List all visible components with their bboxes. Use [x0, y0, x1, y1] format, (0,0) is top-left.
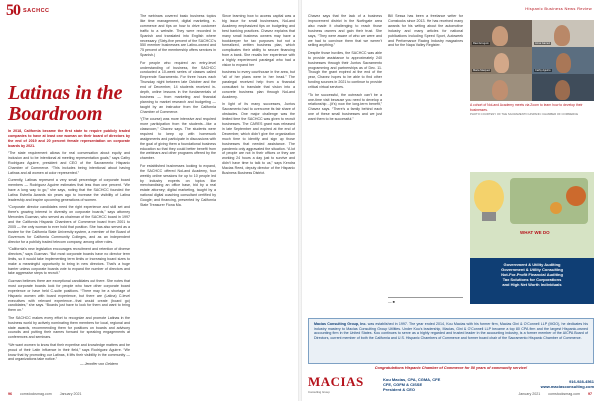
paragraph: “Corporate director candidates need the right experience and skill set and there’s growing interest in diversity on corporate boards,” says attorney Mercedes Guzman, who served as chairman of the SACHCC board in 1997 and the California Hispanic Chambers of Commerce board from 2001 to 2005 — the only woman to ever hold that position. She has also served as a trustee for the California State University system, a member of the Board of Governors for California Community Colleges, and as an independent director for a publicly traded telecom company, among other roles. [8, 205, 130, 244]
page-number: 97 [588, 392, 592, 396]
logo-number: 50 [6, 2, 20, 19]
paragraph: The webinars covered basic business topics like time management, digital marketing, e-commerce and tips on how to drive customer traffic to a website. They were recorded in Spanish and translated into English where necessary. (Sixty-five percent of the SACHCC’s 550 member businesses are Latino-owned and 75 percent of the membership offers services in Spanish.) [140, 14, 216, 58]
sachcc-50-logo [6, 2, 50, 20]
service-item: Government & Utility Consulting [501, 267, 563, 272]
gear-icon [566, 186, 586, 206]
service-item: Not-For-Profit Financial Auditing [501, 272, 563, 277]
paragraph: Currently, Latinas represent a very small percentage of corporate board members — Rodriguez Aguirre estimates that less than one percent. “We have a long way to go,” she says, noting that the SACHCC founded the Latina Estrella Awards six years ago to increase the visibility of Latina leadership and inspire upcoming generations of women. [8, 178, 130, 202]
lead-paragraph: In 2018, California became the first state to require publicly traded companies to have at least one woman on their board of directors by the end of 2019 and 20 percent female representation on corporate boards by 2021. [8, 129, 130, 148]
paragraph: The SACHCC makes every effort to recognize and promote Latinas in the business world by actively nominating them members for local, regional and state awards, recommending them for positions on boards and advisory councils and putting their names forward for speaking engagements at conferences and seminars. [8, 315, 130, 340]
paragraph: Despite those hurdles, the SACHCC was able to provide assistance to approximately 240 businesses through their Juntos Sacramento programming and partnerships as of Dec. 11. Though the grant expired at the end of the year, Chavez hopes to be able to find other funding sources in 2021 to continue to provide critical virtual services. [308, 50, 382, 90]
paragraph: For people who required an entry-level understanding of business, the SACHCC conducted a 10-week series of classes called Emprende Sacramento. For three hours each Thursday night between late October and the end of December, 14 students received in-depth, online lessons in the fundamentals of business — from marketing and financial planning to market research and budgeting — taught by an instructor from the California Chamber of Commerce. [140, 60, 216, 114]
page-number: 96 [8, 392, 12, 396]
photo-credit: PHOTO COURTESY OF THE SACRAMENTO HISPANIC CHAMBER OF COMMERCE [470, 112, 579, 116]
paragraph: “To be successful, the outreach can’t be a one-time visit because you need to develop a relationship…(it’s) now the long-term benefit,” Chavez says. “There’s a family behind each one of these small businesses and we just want them to be successful.” [308, 92, 382, 122]
paragraph: “(The course) was more intensive and required more participation from the students…like a classroom,” Chavez says. The students were required to keep up with homework assignments and participate in discussions with the goal of giving them a foundational business education so that they could better benefit from the webinars and other programs offered by the chamber. [140, 117, 216, 161]
right-column-2 [388, 14, 463, 51]
footer-date: January 2021 [59, 392, 82, 396]
photo-caption: A cohort of NoLand Academy meets via Zoom to learn how to develop their businesses. PHOTO COURTESY OF THE SACRAMENTO HISPANIC CHAMBER OF COMMERCE [470, 103, 594, 117]
services-box [470, 258, 594, 304]
gear-icon [550, 202, 562, 214]
footer-date: January 2021 [518, 392, 541, 396]
logo-brand: SACHCC [23, 8, 50, 14]
banner-text: was established in 1997. The year ended 2014, Kou Macias with his former firm, Macias Gini & O'Connell LLP (MGO), he dedicates his industry mastery to Macias Consulting Group Utilities. Under Kou's leadership, Macias, Gini & O'Connell LLP became a top 80 CPA firm and the largest Hispanic-owned accounting firm in the United States. Kou continues to serve as a highly regarded and trusted leader in the accounting industry, is a former member of the AICPA Board of Directors, current member of both the California and U.S. Hispanic Chambers of Commerce and former board chair of the Sacramento Hispanic Chamber of Commerce. [314, 322, 589, 340]
contact-phone: 916-928-4561 www.maciasconsulting.com [540, 379, 594, 389]
paragraph: business to every courthouse in the area, but “all of her plans were in her head.” The paralegal received help from a financial consultant to translate that vision into a concrete business plan through NoLand Academy. [222, 70, 295, 99]
right-column-1 [308, 14, 382, 125]
article-title: Latinas in the Boardroom [8, 82, 123, 125]
paragraph: “We want women to know that their expertise and knowledge matters and be proud of their Latin influence in their field,” says Rodriguez Aguirre. “We know that by promoting our Latinas, it lifts their visibility in the community — and organizations take notice.” [8, 342, 130, 362]
photo-tag: Maria Marquez [473, 69, 491, 72]
paragraph: “The state requirement allows for real conversation about equity and inclusion and to be intentional at meeting representation goals,” says Cathy Rodriguez Aguirre, president and CEO of the Sacramento Hispanic Chamber of Commerce. “This includes being intentional about having Latinas and all women at color represented.” [8, 151, 130, 175]
footer-left [8, 392, 82, 396]
right-page [300, 0, 600, 401]
service-item: Government & Utility Auditing [503, 262, 561, 267]
paragraph: Since learning how to access capital was a big issue for small businesses, NoLand Academy emphasized tips on budgeting and best banking practices. Chavez explains that many small business owners may have a bookkeeper for tax purposes but not a formalized, written business plan, which complicates their ability to secure financing from a bank. She recalls her experience with a highly experienced paralegal who had a vision to expand her [222, 14, 295, 68]
article-column-2 [140, 14, 216, 210]
macias-description [308, 318, 594, 364]
footer-site[interactable]: comstocksmag.com [548, 392, 580, 396]
paragraph: Bill Sessa has been a freelance writer for Comstocks since 2013. He has received many awards for his writing about the automotive industry and many articles for national publications including Speed Sport, Autoweek and Performance Racing Industry magazines and for the Napa Valley Register. [388, 14, 463, 48]
macias-logo: MACIAS Consulting Group [308, 374, 364, 394]
running-head: Hispanic Business News Review [525, 6, 592, 11]
article-column-1 [8, 129, 130, 365]
footer-site[interactable]: comstocksmag.com [20, 392, 52, 396]
photo-tag: Anna Gamez [535, 42, 551, 45]
service-item: and High Net Worth Individuals [502, 282, 562, 287]
zoom-meeting-photo [470, 20, 594, 101]
service-item: Tax Solutions for Corporations [502, 277, 562, 282]
byline: — Jennifer von Geldern [80, 362, 118, 366]
contact-info: Kou Macias, CPA, CGMA, CFE CFE, CGFM & CISSE President & CEO [383, 376, 441, 392]
article-column-3 [222, 14, 295, 179]
paragraph: For established businesses looking to expand, the SACHCC offered NoLand Academy, four weekly online sessions for up to 10 people led by industry experts on topics like merchandising an office base, bid by a real estate attorney; digital marketing, taught by a national digital coaching consultant certified by Google; and financing, presented by California State Treasurer Fiona Ma. [140, 163, 216, 208]
paragraph: In light of its many successes, Juntos Sacramento had to overcome its fair share of obstacles. One major challenge was the limited time the SACHCC was given to recruit businesses. The CARES grant was released in late September and expired at the end of December, which didn’t give the organization much time to identify and sign up those businesses that needed assistance. The pandemic only aggravated the situation. “A lot of people are not in their offices or they are working 24 hours a day just to survive and didn’t have time to talk to us,” says Kendra Macias Reed, deputy director of the Hispanic Business Business District. [222, 102, 295, 176]
page-gutter [298, 0, 302, 401]
macias-footer-ad [308, 374, 594, 394]
paragraph: “California’s new legislation encourages recruitment and retention of diverse directors,” says Guzman. “But most corporate boards have no director term limits, so it would take implementing term limits or increasing board sizes to make a meaningful opportunity to bring in new directors. That’s a huge barrier unless corporate boards vote to expand the number of directors and take aggressive steps to recruit.” [8, 246, 130, 276]
paragraph: Chavez says that the lack of a business improvement district in the Northgate area also made it challenging to reach those business owners and gain their trust. She says, “They were aware of who we were and we had to convince them that we weren’t selling anything.” [308, 14, 382, 48]
footer-right [518, 392, 592, 396]
lightbulb-icon [474, 180, 504, 214]
banner-lead: Macias Consulting Group, Inc. [314, 322, 367, 326]
photo-tag: Raul Arreguin [473, 42, 489, 45]
ad-illustration [470, 172, 594, 258]
what-we-do-heading: WHAT WE DO [520, 230, 550, 235]
paragraph: Guzman believes there are exceptional candidates out there. She notes that most corporate boards look for people who have other corporate board experience or have held C-suite positions. “There may be a shortage of Hispanic women with board experience, but there are (Latina) C-level executives with relevant experience…that would create (board go) candidates,” she says. “Boards just have to look for them and want to bring them on.” [8, 278, 130, 313]
congrats-line: Congratulations Hispanic Chamber of Commerce for 50 years of community service! [374, 366, 528, 370]
author-bio-mark: — ■ [388, 297, 463, 305]
photo-tag: Cathy Aguirre [535, 69, 551, 72]
